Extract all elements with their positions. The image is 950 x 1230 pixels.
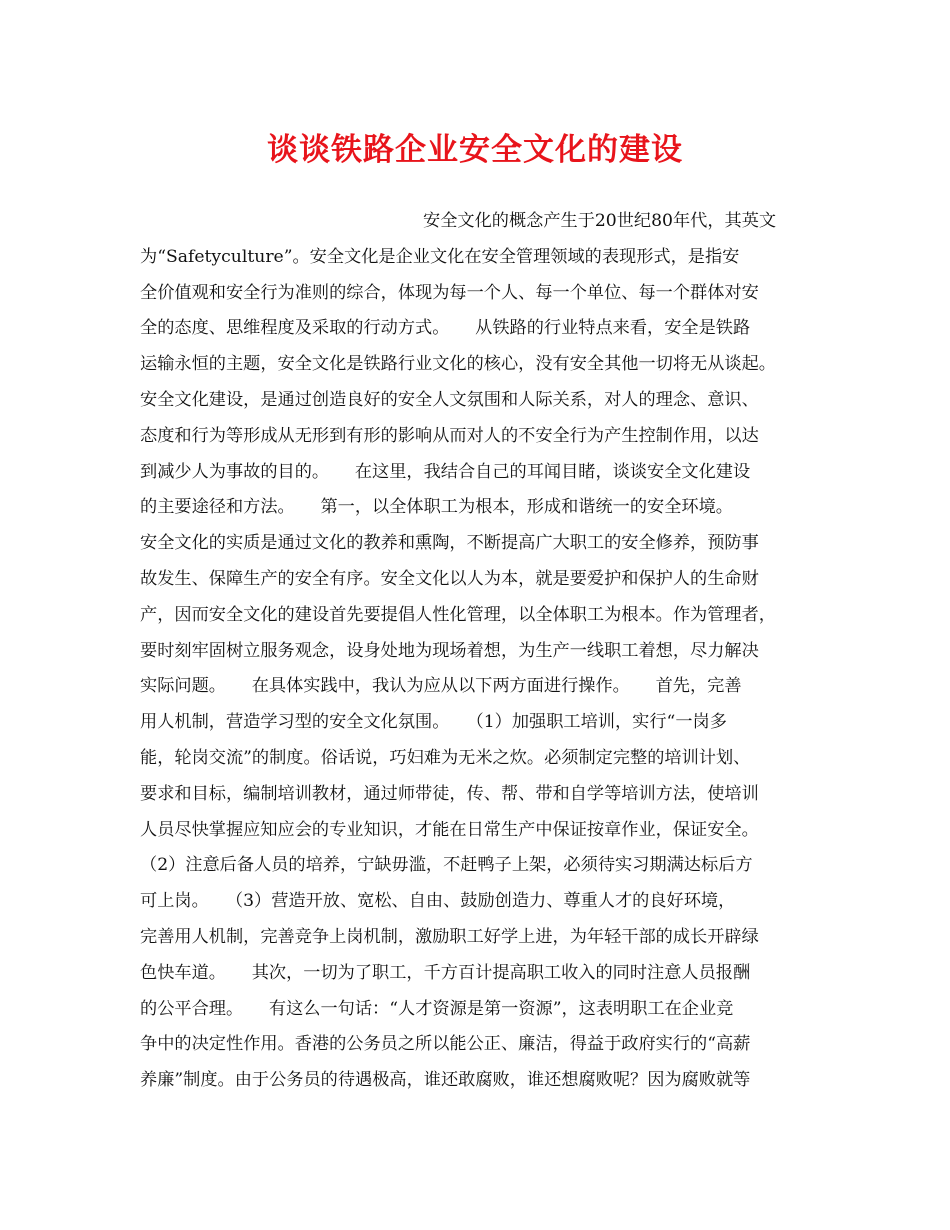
body-line: 用人机制，营造学习型的安全文化氛围。 （1）加强职工培训，实行“一岗多 — [140, 712, 727, 733]
body-line: 安全文化建设，是通过创造良好的安全人文氛围和人际关系，对人的理念、意识、 — [140, 389, 759, 410]
body-line: 产，因而安全文化的建设首先要提倡人性化管理，以全体职工为根本。作为管理者， — [140, 604, 776, 625]
body-line: （2）注意后备人员的培养，宁缺毋滥，不赶鸭子上架，必须待实习期满达标后方 — [140, 855, 753, 876]
body-line: 全价值观和安全行为准则的综合，体现为每一个人、每一个单位、每一个群体对安 — [140, 282, 759, 303]
body-line: 可上岗。 （3）营造开放、宽松、自由、鼓励创造力、尊重人才的良好环境， — [140, 891, 736, 912]
body-line: 运输永恒的主题，安全文化是铁路行业文化的核心，没有安全其他一切将无从谈起。 — [140, 354, 776, 375]
body-line: 实际问题。 在具体实践中，我认为应从以下两方面进行操作。 首先，完善 — [140, 676, 742, 697]
body-line: 全的态度、思维程度及采取的行动方式。 从铁路的行业特点来看，安全是铁路 — [140, 318, 751, 339]
body-line: 故发生、保障生产的安全有序。安全文化以人为本，就是要爱护和保护人的生命财 — [140, 568, 759, 589]
body-line: 为“Safetyculture”。安全文化是企业文化在安全管理领域的表现形式，是指安 — [140, 246, 740, 267]
body-line: 要时刻牢固树立服务观念，设身处地为现场着想，为生产一线职工着想，尽力解决 — [140, 640, 759, 661]
body-line: 完善用人机制，完善竞争上岗机制，激励职工好学上进，为年轻干部的成长开辟绿 — [140, 926, 759, 947]
body-line: 要求和目标，编制培训教材，通过师带徒，传、帮、带和自学等培训方法，使培训 — [140, 783, 759, 804]
document-body — [140, 204, 830, 1099]
body-line: 人员尽快掌握应知应会的专业知识，才能在日常生产中保证按章作业，保证安全。 — [140, 819, 759, 840]
body-line: 养廉”制度。由于公务员的待遇极高，谁还敢腐败，谁还想腐败呢？因为腐败就等 — [140, 1070, 751, 1091]
body-line: 的公平合理。 有这么一句话：“人才资源是第一资源”，这表明职工在企业竞 — [140, 998, 734, 1019]
body-line: 能，轮岗交流”的制度。俗话说，巧妇难为无米之炊。必须制定完整的培训计划、 — [140, 747, 751, 768]
document-title: 谈谈铁路企业安全文化的建设 — [267, 132, 683, 168]
body-line: 色快车道。 其次，一切为了职工，千方百计提高职工收入的同时注意人员报酬 — [140, 962, 751, 983]
body-line: 安全文化的实质是通过文化的教养和熏陶，不断提高广大职工的安全修养，预防事 — [140, 533, 759, 554]
body-line: 态度和行为等形成从无形到有形的影响从而对人的不安全行为产生控制作用，以达 — [140, 425, 759, 446]
body-line: 安全文化的概念产生于20世纪80年代，其英文 — [423, 211, 777, 231]
body-line: 的主要途径和方法。 第一，以全体职工为根本，形成和谐统一的安全环境。 — [140, 497, 733, 518]
body-line: 到减少人为事故的目的。 在这里，我结合自己的耳闻目睹，谈谈安全文化建设 — [140, 461, 751, 482]
body-line: 争中的决定性作用。香港的公务员之所以能公正、廉洁，得益于政府实行的“高薪 — [140, 1034, 751, 1055]
